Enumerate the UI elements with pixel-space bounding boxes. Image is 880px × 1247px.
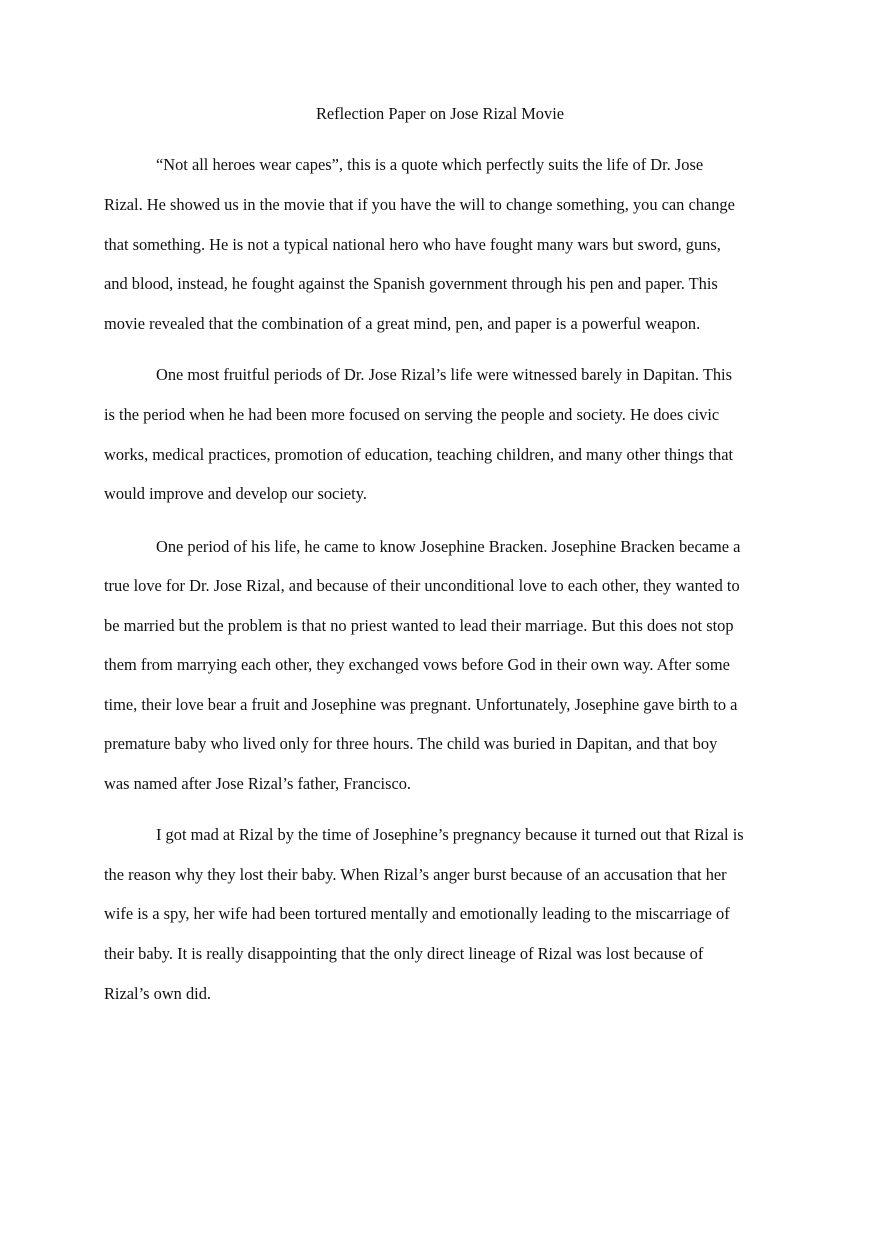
paragraph-line: be married but the problem is that no priest wanted to lead their marriage. But this does not stop (104, 616, 734, 635)
paragraph-line: works, medical practices, promotion of education, teaching children, and many other things that (104, 445, 734, 464)
paragraph-line: Rizal’s own did. (104, 984, 211, 1003)
paragraph-line: true love for Dr. Jose Rizal, and because of their unconditional love to each other, they wanted to (104, 576, 740, 595)
paragraph-line: that something. He is not a typical national hero who have fought many wars but sword, guns, (104, 235, 721, 254)
paragraph-line: Rizal. He showed us in the movie that if you have the will to change something, you can change (104, 195, 735, 214)
document-title: Reflection Paper on Jose Rizal Movie (315, 104, 565, 123)
paragraph-line: movie revealed that the combination of a great mind, pen, and paper is a powerful weapon. (104, 314, 701, 333)
paragraph-line: I got mad at Rizal by the time of Josephine’s pregnancy because it turned out that Rizal is (156, 825, 744, 844)
paragraph-line: would improve and develop our society. (104, 484, 367, 503)
paragraph-line: and blood, instead, he fought against the Spanish government through his pen and paper. This (104, 274, 718, 293)
paragraph-line: was named after Jose Rizal’s father, Francisco. (104, 774, 412, 793)
paragraph-line: is the period when he had been more focused on serving the people and society. He does civic (104, 405, 720, 424)
paragraph-line: One most fruitful periods of Dr. Jose Rizal’s life were witnessed barely in Dapitan. This (156, 365, 732, 384)
paragraph-line: One period of his life, he came to know Josephine Bracken. Josephine Bracken became a (156, 537, 741, 556)
paragraph-line: them from marrying each other, they exchanged vows before God in their own way. After some (104, 655, 730, 674)
paragraph-line: premature baby who lived only for three hours. The child was buried in Dapitan, and that boy (104, 734, 718, 753)
paragraph-line: time, their love bear a fruit and Josephine was pregnant. Unfortunately, Josephine gave birth to a (104, 695, 738, 714)
paragraph-line: “Not all heroes wear capes”, this is a quote which perfectly suits the life of Dr. Jose (156, 155, 704, 174)
paragraph-line: wife is a spy, her wife had been tortured mentally and emotionally leading to the miscarriage of (104, 904, 730, 923)
paragraph-line: the reason why they lost their baby. When Rizal’s anger burst because of an accusation that her (104, 865, 727, 884)
paragraph-line: their baby. It is really disappointing that the only direct lineage of Rizal was lost because of (104, 944, 704, 963)
